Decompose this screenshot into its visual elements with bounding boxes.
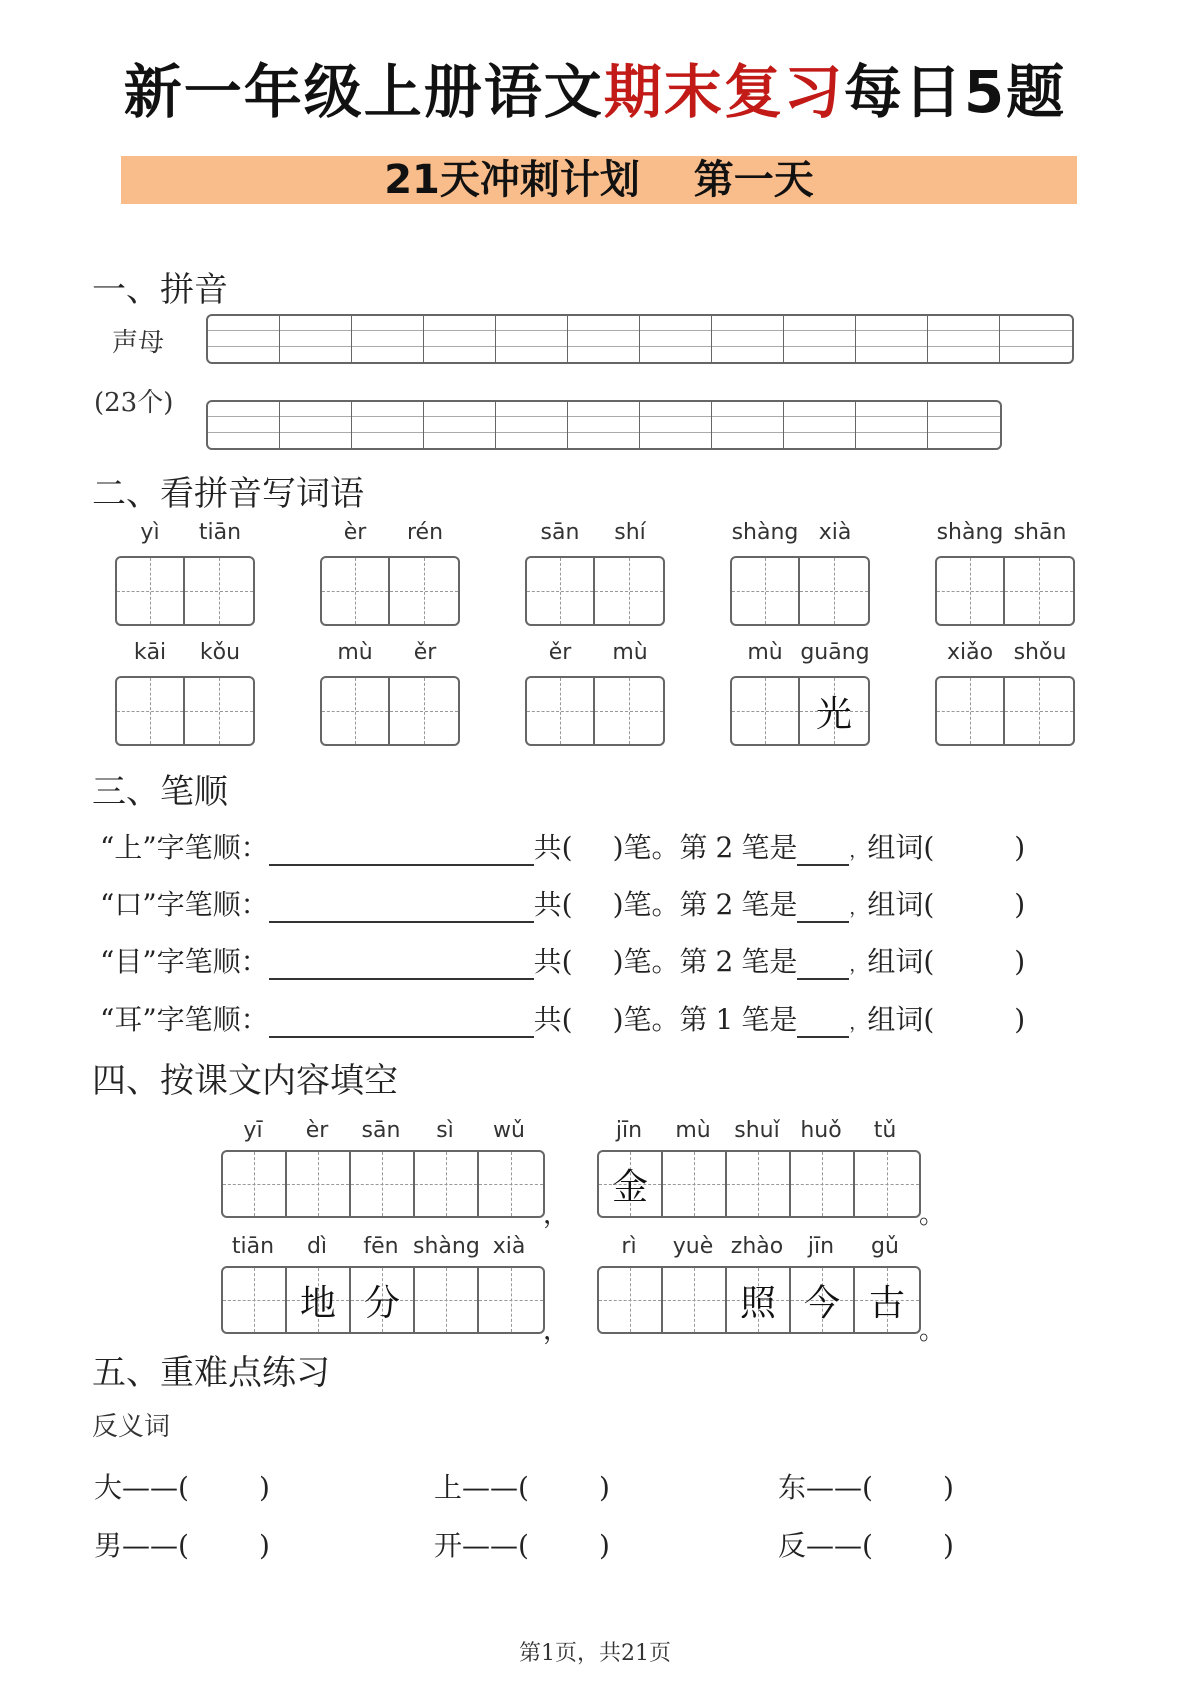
stroke-order-blank[interactable]: [269, 1003, 534, 1038]
tianzige-cell[interactable]: [732, 678, 800, 744]
tianzige-cell[interactable]: [117, 558, 185, 624]
grid-cell[interactable]: [568, 402, 640, 448]
section-4-heading: 四、按课文内容填空: [92, 1061, 398, 1101]
pinyin-label: rén: [406, 520, 444, 545]
total-strokes-blank[interactable]: [573, 945, 613, 978]
stroke-order-blank[interactable]: [269, 888, 534, 923]
antonym-blank[interactable]: [529, 1529, 599, 1562]
comma-mark: ，: [543, 1316, 570, 1346]
tianzige-cell[interactable]: [800, 558, 868, 624]
stroke-blank[interactable]: [797, 1003, 849, 1038]
tianzige-cell[interactable]: [351, 1152, 415, 1216]
grid-cell[interactable]: [712, 402, 784, 448]
stroke-text: )笔。第: [612, 1003, 708, 1036]
text-fill-box[interactable]: [597, 1266, 921, 1334]
pinyin-label: mù: [337, 640, 373, 665]
antonym-prompt: 男——(: [94, 1529, 189, 1562]
grid-cell[interactable]: [1000, 316, 1072, 362]
stroke-text: )笔。第: [612, 888, 708, 921]
grid-cell[interactable]: [280, 402, 352, 448]
antonym-blank[interactable]: [189, 1471, 259, 1504]
grid-cell[interactable]: [352, 316, 424, 362]
pinyin-label: ěr: [548, 640, 572, 665]
word-group-blank[interactable]: [934, 888, 1014, 921]
tianzige-cell[interactable]: [663, 1152, 727, 1216]
word-group-blank[interactable]: [934, 945, 1014, 978]
close-paren: ): [1014, 831, 1026, 864]
pinyin-writing-row-2[interactable]: [206, 400, 1002, 450]
pinyin-label: sān: [361, 1118, 401, 1143]
character-label: “目”字笔顺：: [100, 945, 269, 978]
initials-label: 声母: [112, 328, 165, 358]
pinyin-label: yī: [243, 1118, 263, 1143]
antonym-blank[interactable]: [873, 1529, 943, 1562]
pinyin-label: dì: [306, 1234, 328, 1259]
tianzige-cell[interactable]: [415, 1152, 479, 1216]
tianzige-cell[interactable]: [1005, 558, 1073, 624]
pinyin-label: wǔ: [493, 1118, 525, 1143]
tianzige-cell[interactable]: [663, 1268, 727, 1332]
section-5-heading: 五、重难点练习: [92, 1353, 330, 1393]
comma-mark: ，: [543, 1200, 570, 1230]
grid-cell[interactable]: [352, 402, 424, 448]
word-writing-box[interactable]: [115, 676, 255, 746]
grid-cell[interactable]: [208, 402, 280, 448]
grid-cell[interactable]: [928, 316, 1000, 362]
tianzige-cell[interactable]: [117, 678, 185, 744]
pinyin-label: jīn: [615, 1118, 643, 1143]
pinyin-label: mù: [747, 640, 783, 665]
tianzige-cell[interactable]: [415, 1268, 479, 1332]
tianzige-cell[interactable]: [727, 1152, 791, 1216]
close-paren: ): [598, 1529, 610, 1562]
grid-cell[interactable]: [928, 402, 1000, 448]
pinyin-label: shàng: [413, 1234, 480, 1259]
tianzige-cell[interactable]: [223, 1268, 287, 1332]
word-writing-box[interactable]: [320, 676, 460, 746]
pinyin-writing-row-1[interactable]: [206, 314, 1074, 364]
title-part-a: 新一年级上册语文: [123, 58, 604, 126]
grid-cell[interactable]: [640, 402, 712, 448]
grid-cell[interactable]: [280, 316, 352, 362]
pinyin-label: mù: [675, 1118, 711, 1143]
stroke-order-line: [100, 998, 1025, 1038]
given-character: 地: [299, 1282, 336, 1324]
pinyin-label: ěr: [413, 640, 437, 665]
antonym-blank[interactable]: [873, 1471, 943, 1504]
grid-cell[interactable]: [208, 316, 280, 362]
tianzige-cell[interactable]: [855, 1152, 919, 1216]
stroke-blank[interactable]: [797, 831, 849, 866]
pinyin-label: kǒu: [199, 640, 241, 665]
tianzige-cell[interactable]: [185, 558, 253, 624]
grid-cell[interactable]: [640, 316, 712, 362]
total-strokes-blank[interactable]: [573, 1003, 613, 1036]
stroke-is-label: 笔是: [741, 945, 798, 978]
pinyin-label: shí: [614, 520, 646, 545]
comma: ，: [849, 1013, 868, 1034]
close-paren: ): [942, 1471, 954, 1504]
word-group-label: 组词(: [867, 1003, 935, 1036]
stroke-blank[interactable]: [797, 945, 849, 980]
stroke-is-label: 笔是: [741, 831, 798, 864]
given-character: 分: [363, 1282, 400, 1324]
grid-cell[interactable]: [784, 402, 856, 448]
comma: ，: [849, 955, 868, 976]
given-character: 古: [868, 1282, 905, 1324]
comma: ，: [849, 898, 868, 919]
tianzige-cell[interactable]: [322, 678, 390, 744]
tianzige-cell[interactable]: [223, 1152, 287, 1216]
tianzige-cell[interactable]: [351, 1268, 415, 1332]
word-writing-box[interactable]: [730, 676, 870, 746]
pinyin-label: rì: [621, 1234, 637, 1259]
word-writing-box[interactable]: [730, 556, 870, 626]
stroke-blank[interactable]: [797, 888, 849, 923]
word-writing-box[interactable]: [320, 556, 460, 626]
antonym-blank[interactable]: [189, 1529, 259, 1562]
tianzige-cell[interactable]: [791, 1152, 855, 1216]
grid-cell[interactable]: [568, 316, 640, 362]
grid-cell[interactable]: [424, 402, 496, 448]
initials-count-label: (23个): [94, 388, 174, 418]
pinyin-label: huǒ: [800, 1118, 842, 1143]
close-paren: ): [258, 1471, 270, 1504]
antonym-prompt: 东——(: [778, 1471, 873, 1504]
stroke-text: )笔。第: [612, 945, 708, 978]
stroke-text: )笔。第: [612, 831, 708, 864]
page-title: [0, 45, 1190, 129]
given-character: 金: [611, 1166, 648, 1208]
tianzige-cell[interactable]: [287, 1268, 351, 1332]
comma: ，: [849, 841, 868, 862]
given-character: 今: [803, 1282, 840, 1324]
pinyin-label: fēn: [363, 1234, 399, 1259]
grid-cell[interactable]: [496, 316, 568, 362]
character-label: “口”字笔顺：: [100, 888, 269, 921]
grid-cell[interactable]: [712, 316, 784, 362]
word-writing-box[interactable]: [525, 556, 665, 626]
close-paren: ): [1014, 945, 1026, 978]
stroke-number: 2: [715, 945, 734, 978]
text-fill-box[interactable]: [597, 1150, 921, 1218]
pinyin-label: xià: [492, 1234, 526, 1259]
antonym-prompt: 上——(: [434, 1471, 529, 1504]
tianzige-cell[interactable]: [599, 1268, 663, 1332]
total-strokes-label: 共(: [533, 1003, 573, 1036]
section-3-heading: 三、笔顺: [92, 772, 228, 812]
tianzige-cell[interactable]: [1005, 678, 1073, 744]
antonym-item: [434, 1466, 610, 1506]
total-strokes-label: 共(: [533, 831, 573, 864]
tianzige-cell[interactable]: [527, 558, 595, 624]
character-label: “耳”字笔顺：: [100, 1003, 269, 1036]
stroke-order-line: [100, 940, 1025, 980]
close-paren: ): [1014, 888, 1026, 921]
tianzige-cell[interactable]: [479, 1152, 543, 1216]
page-footer: 第1页，共21页: [519, 1641, 671, 1666]
tianzige-cell[interactable]: [287, 1152, 351, 1216]
section-2-heading: 二、看拼音写词语: [92, 474, 364, 514]
pinyin-label: sì: [436, 1118, 454, 1143]
stroke-order-blank[interactable]: [269, 831, 534, 866]
word-group-label: 组词(: [867, 888, 935, 921]
close-paren: ): [1014, 1003, 1026, 1036]
antonym-prompt: 反——(: [778, 1529, 873, 1562]
stroke-order-blank[interactable]: [269, 945, 534, 980]
pinyin-label: yuè: [672, 1234, 714, 1259]
tianzige-cell[interactable]: [937, 558, 1005, 624]
given-character: 照: [739, 1282, 776, 1324]
antonym-prompt: 大——(: [94, 1471, 189, 1504]
text-fill-box[interactable]: [221, 1266, 545, 1334]
pinyin-label: èr: [343, 520, 367, 545]
antonym-prompt: 开——(: [434, 1529, 529, 1562]
stroke-order-line: [100, 883, 1025, 923]
tianzige-cell[interactable]: [479, 1268, 543, 1332]
word-group-blank[interactable]: [934, 1003, 1014, 1036]
tianzige-cell[interactable]: [732, 558, 800, 624]
tianzige-cell[interactable]: [599, 1152, 663, 1216]
grid-cell[interactable]: [424, 316, 496, 362]
antonym-item: [434, 1524, 610, 1564]
pinyin-label: guāng: [800, 640, 870, 665]
tianzige-cell[interactable]: [390, 678, 458, 744]
grid-cell[interactable]: [856, 402, 928, 448]
close-paren: ): [942, 1529, 954, 1562]
tianzige-cell[interactable]: [595, 678, 663, 744]
word-group-label: 组词(: [867, 945, 935, 978]
word-writing-box[interactable]: [115, 556, 255, 626]
word-group-blank[interactable]: [934, 831, 1014, 864]
title-part-b: 每日5题: [843, 58, 1067, 126]
tianzige-cell[interactable]: [791, 1268, 855, 1332]
tianzige-cell[interactable]: [322, 558, 390, 624]
stroke-number: 2: [715, 831, 734, 864]
title-highlight: 期末复习: [603, 58, 844, 126]
word-writing-box[interactable]: [935, 556, 1075, 626]
stroke-is-label: 笔是: [741, 1003, 798, 1036]
total-strokes-blank[interactable]: [573, 888, 613, 921]
pinyin-label: jīn: [807, 1234, 835, 1259]
banner-text: 21天冲刺计划 第一天: [384, 157, 814, 203]
antonym-item: [778, 1524, 954, 1564]
pinyin-label: shàng: [731, 520, 799, 545]
total-strokes-label: 共(: [533, 888, 573, 921]
section-1-heading: 一、拼音: [92, 270, 228, 310]
tianzige-cell[interactable]: [800, 678, 868, 744]
pinyin-label: tiān: [198, 520, 242, 545]
total-strokes-blank[interactable]: [573, 831, 613, 864]
given-character: 光: [815, 693, 852, 735]
pinyin-label: tǔ: [873, 1118, 897, 1143]
pinyin-label: gǔ: [871, 1234, 899, 1259]
tianzige-cell[interactable]: [595, 558, 663, 624]
stroke-number: 1: [715, 1003, 734, 1036]
word-writing-box[interactable]: [525, 676, 665, 746]
pinyin-label: xiǎo: [946, 640, 994, 665]
tianzige-cell[interactable]: [937, 678, 1005, 744]
stroke-order-line: [100, 826, 1025, 866]
text-fill-box[interactable]: [221, 1150, 545, 1218]
antonyms-label: 反义词: [92, 1412, 171, 1442]
pinyin-label: sān: [540, 520, 580, 545]
day-banner: [121, 156, 1077, 204]
close-paren: ): [258, 1529, 270, 1562]
stroke-number: 2: [715, 888, 734, 921]
antonym-item: [778, 1466, 954, 1506]
grid-cell[interactable]: [496, 402, 568, 448]
antonym-item: [94, 1524, 270, 1564]
antonym-item: [94, 1466, 270, 1506]
pinyin-label: zhào: [730, 1234, 784, 1259]
pinyin-label: mù: [612, 640, 648, 665]
antonym-blank[interactable]: [529, 1471, 599, 1504]
tianzige-cell[interactable]: [185, 678, 253, 744]
period-mark: 。: [919, 1316, 946, 1346]
close-paren: ): [598, 1471, 610, 1504]
pinyin-label: shān: [1013, 520, 1067, 545]
word-writing-box[interactable]: [935, 676, 1075, 746]
character-label: “上”字笔顺：: [100, 831, 269, 864]
grid-cell[interactable]: [784, 316, 856, 362]
word-group-label: 组词(: [867, 831, 935, 864]
total-strokes-label: 共(: [533, 945, 573, 978]
pinyin-label: èr: [305, 1118, 329, 1143]
pinyin-label: shàng: [936, 520, 1004, 545]
grid-cell[interactable]: [856, 316, 928, 362]
pinyin-label: shǒu: [1013, 640, 1067, 665]
pinyin-label: shuǐ: [734, 1118, 780, 1143]
period-mark: 。: [919, 1200, 946, 1230]
pinyin-label: xià: [818, 520, 852, 545]
pinyin-label: yì: [140, 520, 160, 545]
tianzige-cell[interactable]: [390, 558, 458, 624]
tianzige-cell[interactable]: [855, 1268, 919, 1332]
tianzige-cell[interactable]: [527, 678, 595, 744]
stroke-is-label: 笔是: [741, 888, 798, 921]
pinyin-label: tiān: [231, 1234, 275, 1259]
pinyin-label: kāi: [133, 640, 167, 665]
tianzige-cell[interactable]: [727, 1268, 791, 1332]
